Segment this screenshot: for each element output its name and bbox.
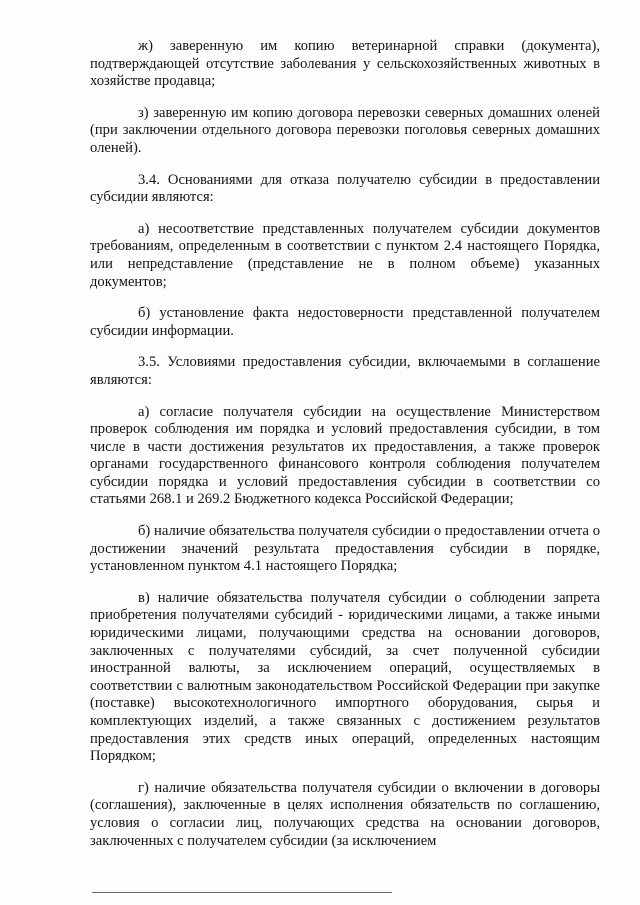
paragraph-3-5-a: а) согласие получателя субсидии на осуществление Министерством проверок соблюдения им порядка и условий предоставления субсидии, в том числе в части достижения результатов их предоставления, а также проверок органами государственного финансового контроля соблюдения получателем субсидии порядка и условий предоставления субсидии в соответствии со статьями 268.1 и 269.2 Бюджетного кодекса Российской Федерации; bbox=[90, 403, 600, 508]
paragraph-3-4-a: а) несоответствие представленных получателем субсидии документов требованиям, определенным в соответствии с пунктом 2.4 настоящего Порядка, или непредставление (представление не в полном объеме) указанных документов; bbox=[90, 220, 600, 290]
footer-divider bbox=[92, 892, 392, 893]
paragraph-3-5-v: в) наличие обязательства получателя субсидии о соблюдении запрета приобретения получателями субсидий - юридическими лицами, а также иными юридическими лицами, получающими средства на основании договоров, заключенных с получателями субсидий, за счет полученной субсидии иностранной валюты, за исключением операций, осуществляемых в соответствии с валютным законодательством Российской Федерации при закупке (поставке) высокотехнологичного импортного оборудования, сырья и комплектующих изделий, а также связанных с достижением результатов предоставления этих средств иных операций, определенных настоящим Порядком; bbox=[90, 589, 600, 765]
paragraph-zh: ж) заверенную им копию ветеринарной справки (документа), подтверждающей отсутствие заболевания у сельскохозяйственных животных в хозяйстве продавца; bbox=[90, 38, 600, 90]
paragraph-3-5: 3.5. Условиями предоставления субсидии, включаемыми в соглашение являются: bbox=[90, 354, 600, 388]
paragraph-3-5-g: г) наличие обязательства получателя субсидии о включении в договоры (соглашения), заключенные в целях исполнения обязательств по соглашению, условия о согласии лиц, получающих средства на основании договоров, заключенных с получателем субсидии (за исключением bbox=[90, 779, 600, 849]
paragraph-z: з) заверенную им копию договора перевозки северных домашних оленей (при заключении отдельного договора перевозки поголовья северных домашних оленей). bbox=[90, 104, 600, 156]
paragraph-3-4-b: б) установление факта недостоверности представленной получателем субсидии информации. bbox=[90, 305, 600, 339]
paragraph-3-5-b: б) наличие обязательства получателя субсидии о предоставлении отчета о достижении значений результата предоставления субсидии в порядке, установленном пунктом 4.1 настоящего Порядка; bbox=[90, 523, 600, 575]
paragraph-3-4: 3.4. Основаниями для отказа получателю субсидии в предоставлении субсидии являются: bbox=[90, 171, 600, 206]
document-body bbox=[90, 38, 600, 864]
